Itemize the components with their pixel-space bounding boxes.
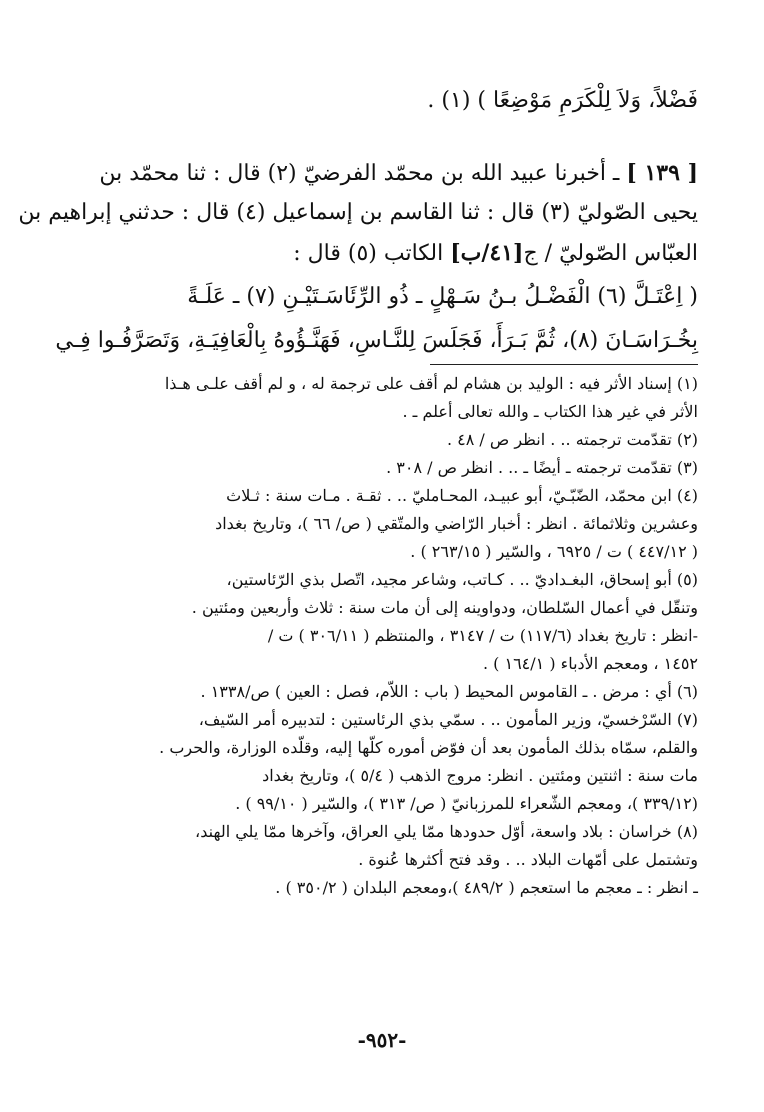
manuscript-folio-ref: [٤١/ب] xyxy=(450,240,524,266)
footnote-line: وتشتمل على أمّهات البلاد .. . وقد فتح أكثرها عُنوة . xyxy=(358,850,698,869)
text-line-2-rest: ـ أخبرنا عبيد الله بن محمّد الفرضيّ (٢) قال : ثنا محمّد بن xyxy=(99,161,620,186)
footnote-separator xyxy=(430,364,698,365)
text-line-6: بِخُـرَاسَـانَ (٨)، ثُمَّ بَـرَأَ، فَجَلَسَ لِلنَّـاسِ، فَهَنَّـؤُوهُ بِالْعَافِيَـةِ، وَتَصَرَّفُـوا فِـي xyxy=(55,328,698,353)
footnote-line: (٥) أبو إسحاق، البغـداديّ .. . كـاتب، وشاعر مجيد، اتّصل بذي الرّئاستين، xyxy=(226,570,698,589)
footnote-line: (٣٣٩/١٢ )، ومعجم الشّعراء للمرزبانيّ ( ص/ ٣١٣ )، والسّير ( ٩٩/١٠ ) . xyxy=(235,794,698,813)
footnotes xyxy=(66,370,698,902)
footnote-line: (٣) تقدّمت ترجمته ـ أيضًا ـ .. . انظر ص / ٣٠٨ . xyxy=(386,458,698,477)
footnote-line: (٦) أي : مرض . ـ القاموس المحيط ( باب : اللاّم، فصل : العين ) ص/١٣٣٨ . xyxy=(200,682,698,701)
footnote-line: ١٤٥٢ ، ومعجم الأدباء ( ١٦٤/١ ) . xyxy=(482,654,698,673)
text-line-4-a: العبّاس الصّوليّ / ج xyxy=(523,241,698,266)
page-number: -٩٥٢- xyxy=(357,1028,407,1052)
footnote-line: والقلم، سمّاه بذلك المأمون بعد أن فوّض أموره كلّها إليه، وقلّده الوزارة، والحرب . xyxy=(159,738,698,757)
footnote-line: ـ انظر : ـ معجم ما استعجم ( ٤٨٩/٢ )،ومعجم البلدان ( ٣٥٠/٢ ) . xyxy=(275,878,698,897)
footnote-line: الأثر في غير هذا الكتاب ـ والله تعالى أعلم ـ . xyxy=(402,402,698,421)
narration-number: [ ١٣٩ ] xyxy=(626,160,698,186)
footnote-line: ( ٤٤٧/١٢ ) ت / ٦٩٢٥ ، والسّير ( ٢٦٣/١٥ ) . xyxy=(410,542,698,561)
footnote-line: وعشرين وثلاثمائة . انظر : أخبار الرّاضي والمتّقي ( ص/ ٦٦ )، وتاريخ بغداد xyxy=(215,514,698,533)
footnote-line: (٨) خراسان : بلاد واسعة، أوّل حدودها ممّا يلي العراق، وآخرها ممّا يلي الهند، xyxy=(195,822,698,841)
footnote-line: (٤) ابن محمّد، الضّبّـيّ، أبو عبيـد، المحـامليّ .. . ثقـة . مـات سنة : ثـلاث xyxy=(226,486,698,505)
footnote-line: وتنقّل في أعمال السّلطان، ودواوينه إلى أن مات سنة : ثلاث وأربعين ومئتين . xyxy=(191,598,698,617)
text-line-3: يحيى الصّوليّ (٣) قال : ثنا القاسم بن إسماعيل (٤) قال : حدثني إبراهيم بن xyxy=(18,200,698,225)
text-line-5: ( اِعْتَـلَّ (٦) الْفَضْـلُ بـنُ سَـهْلٍ ـ ذُو الرِّئَاسَـتَيْـنِ (٧) ـ عَلَـةً xyxy=(187,284,698,309)
footnote-line: (٧) السّرْخسيّ، وزير المأمون .. . سمّي بذي الرئاستين : لتدبيره أمر السّيف، xyxy=(198,710,698,729)
text-line-4-b: الكاتب (٥) قال : xyxy=(293,241,451,266)
text-line-1: فَضْلاً، وَلاَ لِلْكَرَمِ مَوْضِعًا ) (١) . xyxy=(427,88,698,113)
footnote-line: مات سنة : اثنتين ومئتين . انظر: مروج الذهب ( ٥/٤ )، وتاريخ بغداد xyxy=(262,766,698,785)
footnote-line: (١) إسناد الأثر فيه : الوليد بن هشام لم أقف على ترجمة له ، و لم أقف علـى هـذا xyxy=(164,374,698,393)
text-line-2 xyxy=(70,160,698,186)
footnote-line: -انظر : تاريخ بغداد (١١٧/٦) ت / ٣١٤٧ ، والمنتظم ( ٣٠٦/١١ ) ت / xyxy=(267,626,698,645)
footnote-line: (٢) تقدّمت ترجمته .. . انظر ص / ٤٨ . xyxy=(446,430,698,449)
text-line-4 xyxy=(70,240,698,266)
